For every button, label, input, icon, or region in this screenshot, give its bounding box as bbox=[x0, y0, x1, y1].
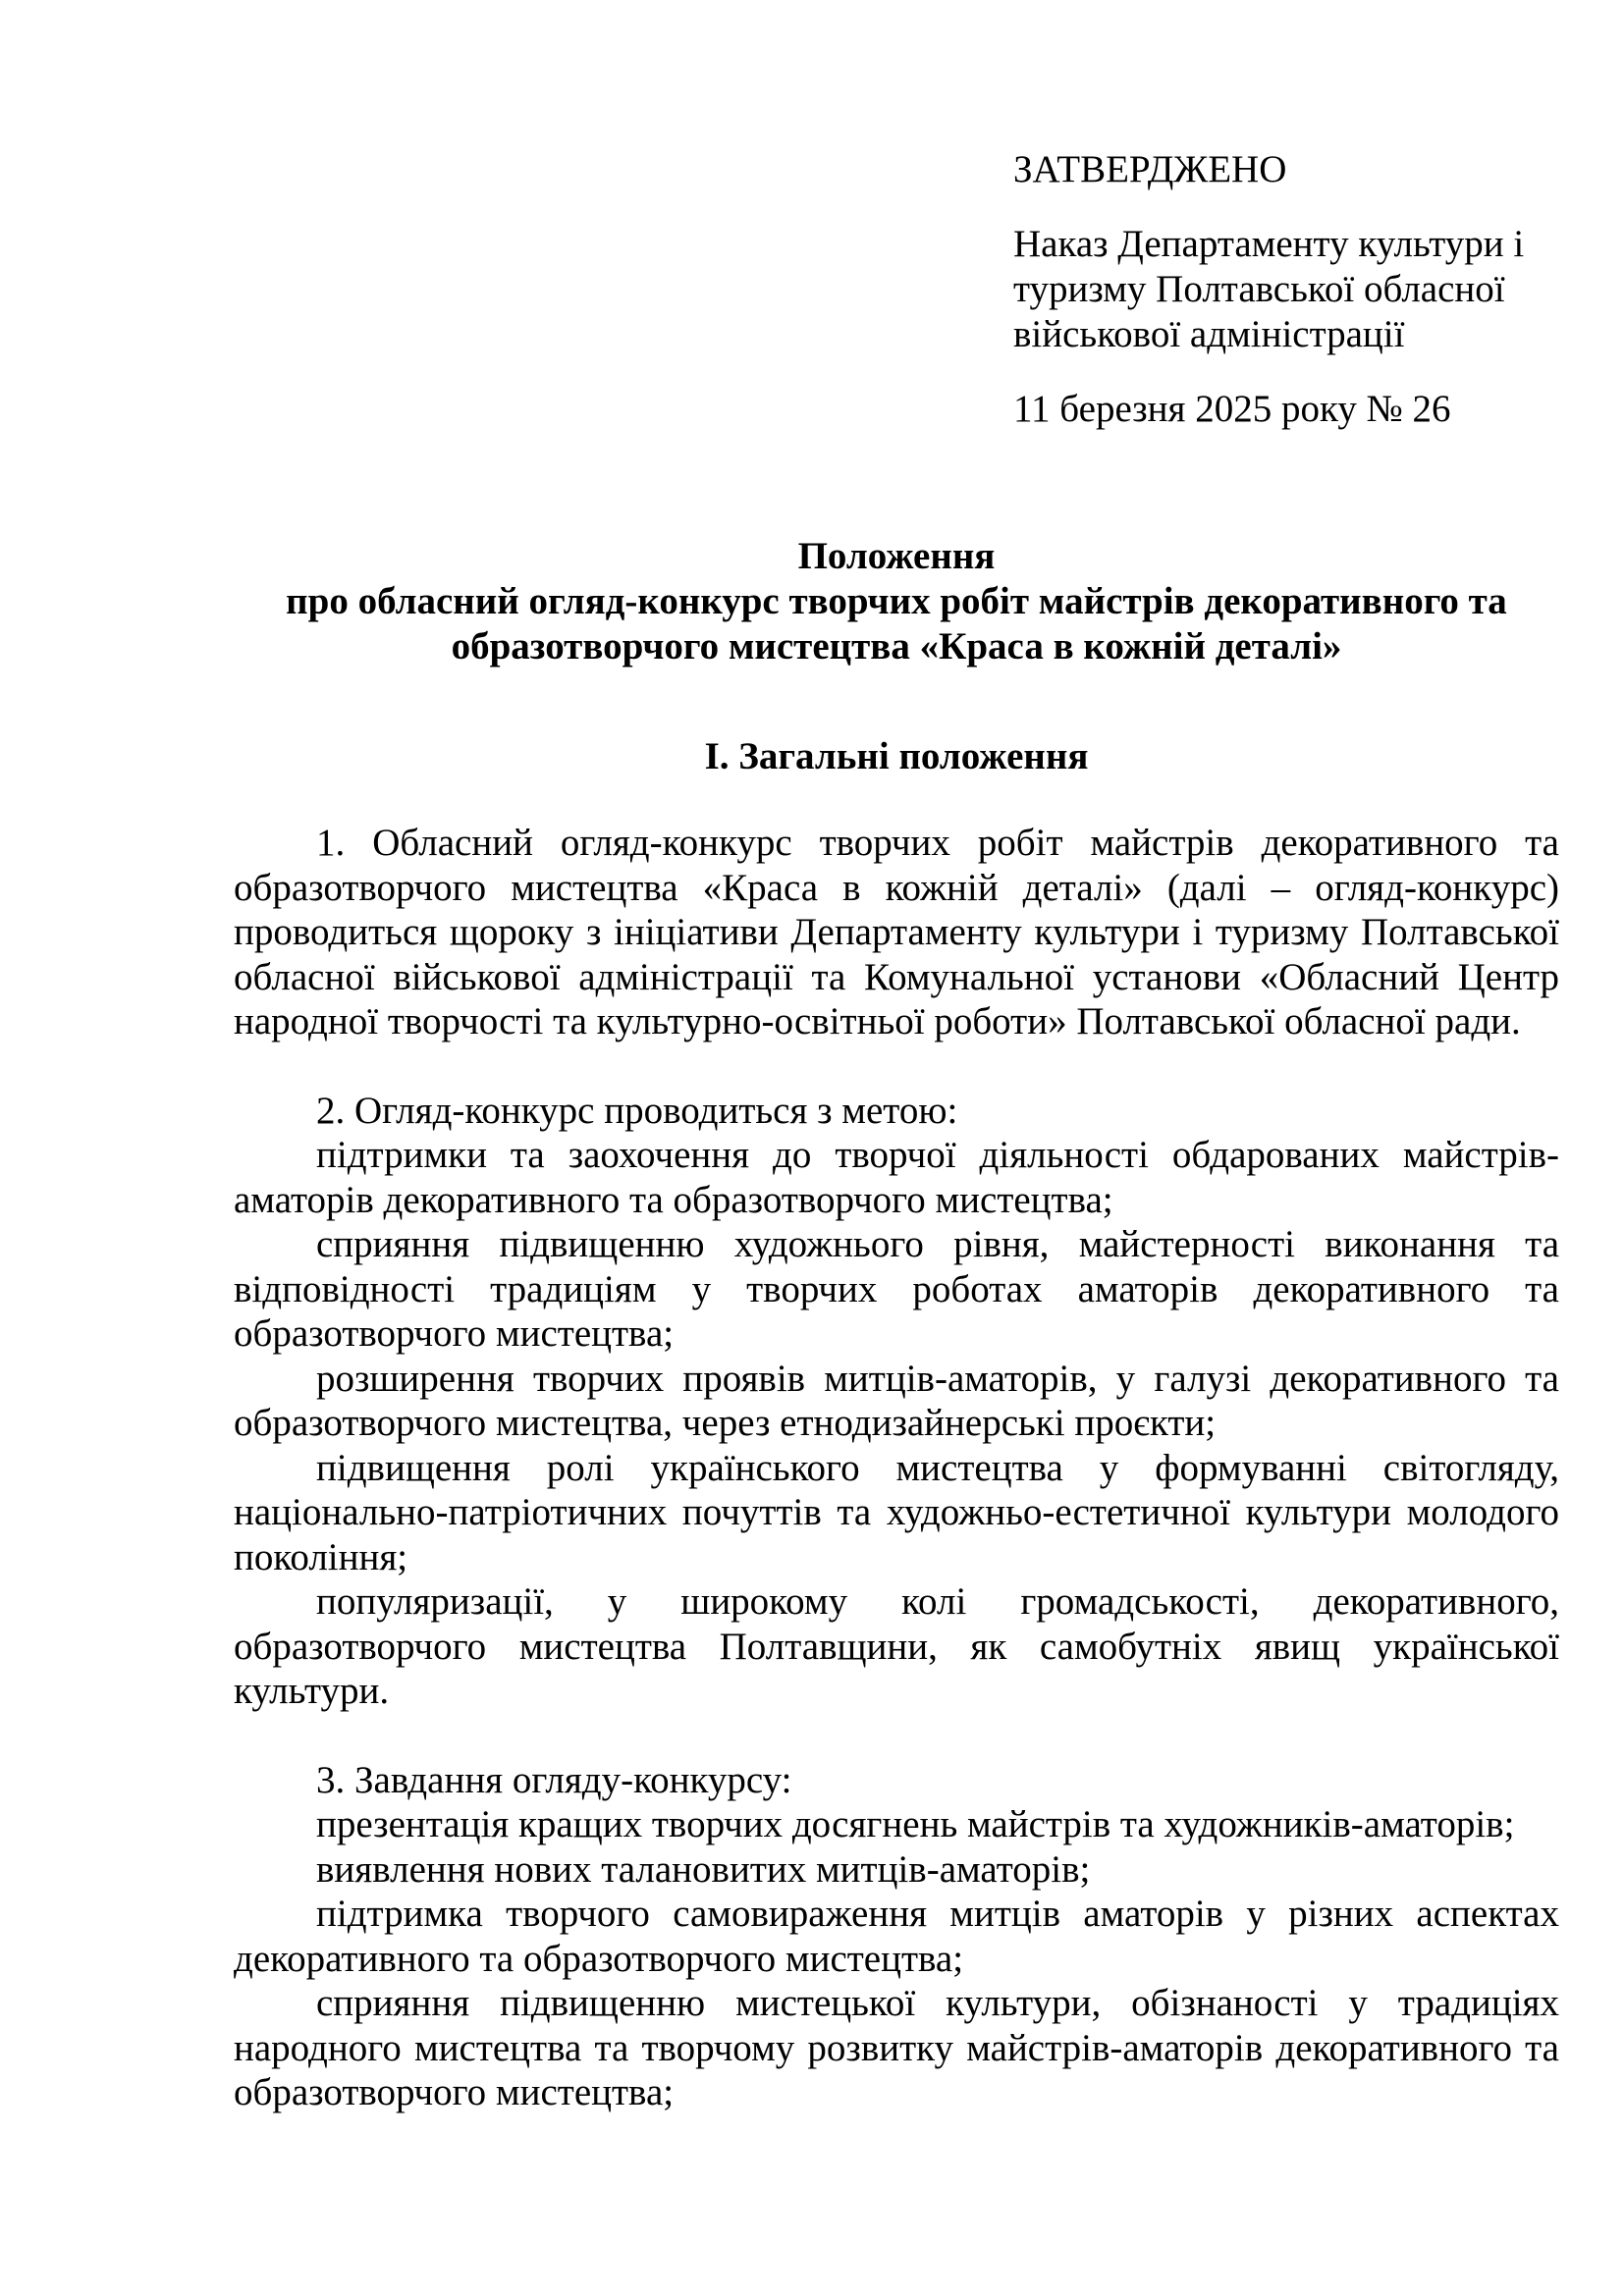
paragraph-item-3-point: презентація кращих творчих досягнень майстрів та художників-аматорів; bbox=[316, 1803, 1515, 1845]
paragraph-item-2-point: підтримки та заохочення до творчої діяльності обдарованих майстрів-аматорів декоративного та образотворчого мистецтва; bbox=[234, 1134, 1559, 1221]
paragraph-item-2-point: популяризації, у широкому колі громадськості, декоративного, образотворчого мистецтва Полтавщини, як самобутніх явищ української культури. bbox=[234, 1580, 1559, 1712]
paragraph-item-3-point: виявлення нових талановитих митців-аматорів; bbox=[316, 1847, 1091, 1891]
paragraph-item-2-point: сприяння підвищенню художнього рівня, майстерності виконання та відповідності традиціям у творчих роботах аматорів декоративного та образотворчого мистецтва; bbox=[234, 1223, 1559, 1355]
document-title-line-1: Положення bbox=[797, 535, 996, 577]
document-title-line-2: про обласний огляд-конкурс творчих робіт майстрів декоративного та bbox=[286, 580, 1507, 622]
paragraph-item-2-point: підвищення ролі українського мистецтва у формуванні світогляду, національно-патріотичних почуттів та художньо-естетичної культури молодого покоління; bbox=[234, 1446, 1559, 1578]
paragraph-item-1: 1. Обласний огляд-конкурс творчих робіт майстрів декоративного та образотворчого мистецтва «Краса в кожній деталі» (далі – огляд-конкурс) проводиться щороку з ініціативи Департаменту культури і туризму Полтавської обласної військової адміністрації та Комунальної установи «Обласний Центр народної творчості та культурно-освітньої роботи» Полтавської обласної ради. bbox=[234, 822, 1559, 1042]
paragraph-item-2-point: розширення творчих проявів митців-аматорів, у галузі декоративного та образотворчого мистецтва, через етнодизайнерські проєкти; bbox=[234, 1357, 1559, 1444]
paragraph-item-3-intro: 3. Завдання огляду-конкурсу: bbox=[316, 1758, 792, 1801]
document-body bbox=[234, 821, 1559, 2115]
section-heading: І. Загальні положення bbox=[704, 735, 1089, 777]
approval-date: 11 березня 2025 року № 26 bbox=[1013, 388, 1451, 430]
approval-block bbox=[1013, 147, 1563, 432]
paragraph-item-2-intro: 2. Огляд-конкурс проводиться з метою: bbox=[316, 1089, 958, 1132]
approval-stamp: ЗАТВЕРДЖЕНО bbox=[1013, 148, 1287, 190]
document-title-line-3: образотворчого мистецтва «Краса в кожній деталі» bbox=[451, 625, 1342, 667]
document-title bbox=[234, 534, 1559, 669]
paragraph-item-3-point: підтримка творчого самовираження митців аматорів у різних аспектах декоративного та образотворчого мистецтва; bbox=[234, 1893, 1559, 1980]
approval-order: Наказ Департаменту культури і туризму Полтавської обласної військової адміністрації bbox=[1013, 223, 1525, 355]
paragraph-item-3-point: сприяння підвищенню мистецької культури, обізнаності у традиціях народного мистецтва та творчому розвитку майстрів-аматорів декоративного та образотворчого мистецтва; bbox=[234, 1982, 1559, 2113]
